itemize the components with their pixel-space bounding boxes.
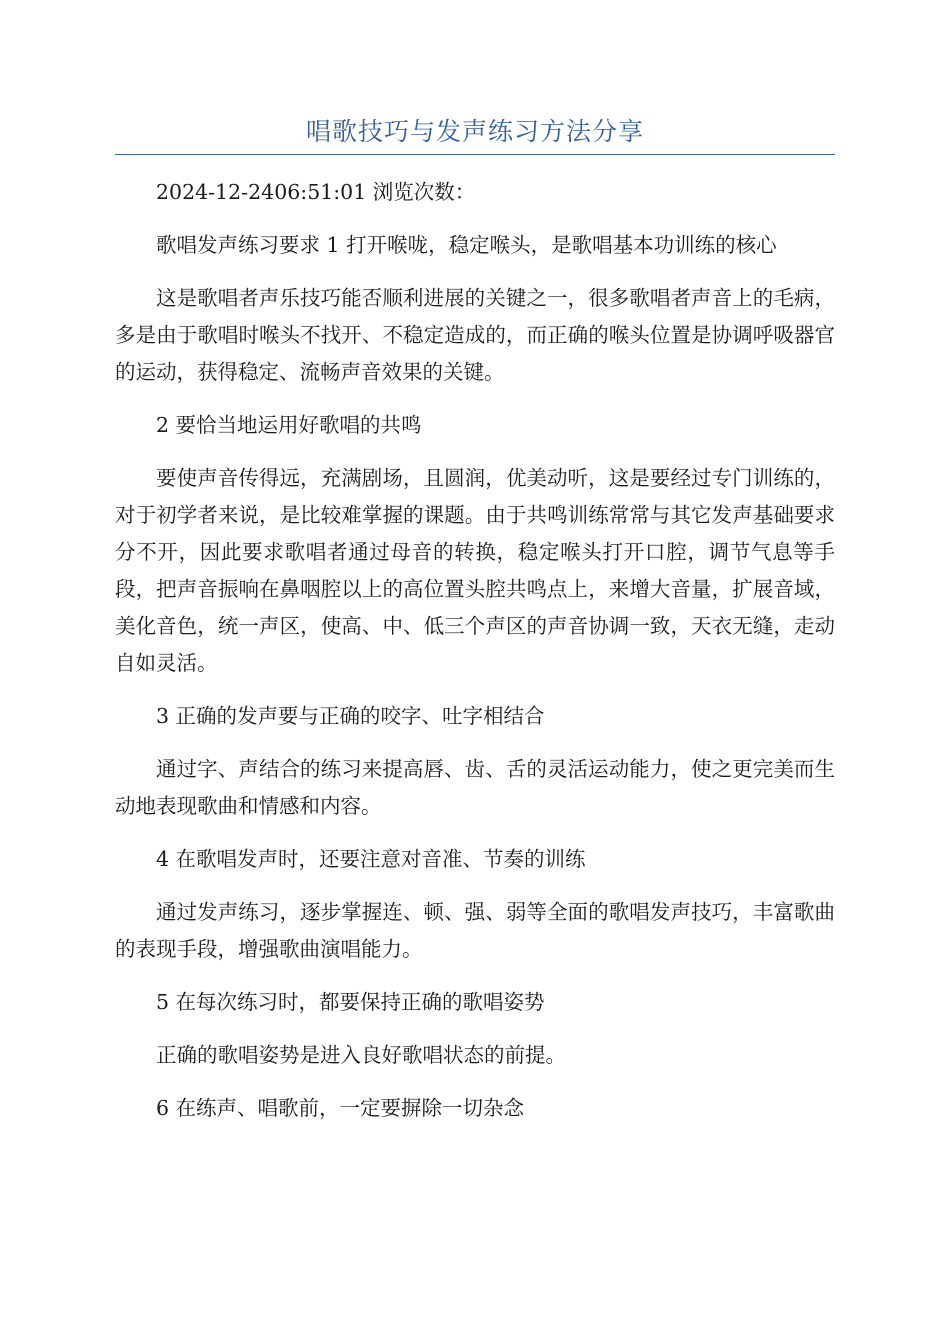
paragraph: 正确的歌唱姿势是进入良好歌唱状态的前提。 (156, 1043, 566, 1067)
paragraph: 歌唱发声练习要求 1 打开喉咙，稳定喉头，是歌唱基本功训练的核心 (156, 233, 777, 257)
paragraph: 2 要恰当地运用好歌唱的共鸣 (156, 413, 422, 437)
article-body (115, 174, 835, 1143)
title-divider (115, 154, 835, 155)
paragraph: 这是歌唱者声乐技巧能否顺利进展的关键之一，很多歌唱者声音上的毛病，多是由于歌唱时喉头不找开、不稳定造成的，而正确的喉头位置是协调呼吸器官的运动，获得稳定、流畅声音效果的关键。 (115, 286, 835, 384)
paragraph: 5 在每次练习时，都要保持正确的歌唱姿势 (156, 990, 545, 1014)
meta-line: 2024-12-2406:51:01 浏览次数： (156, 180, 476, 204)
page-title: 唱歌技巧与发声练习方法分享 (305, 117, 644, 146)
paragraph: 通过发声练习，逐步掌握连、顿、强、弱等全面的歌唱发声技巧，丰富歌曲的表现手段，增强歌曲演唱能力。 (115, 900, 835, 961)
paragraph: 4 在歌唱发声时，还要注意对音准、节奏的训练 (156, 847, 586, 871)
paragraph: 6 在练声、唱歌前，一定要摒除一切杂念 (156, 1096, 525, 1120)
paragraph: 要使声音传得远，充满剧场，且圆润，优美动听，这是要经过专门训练的，对于初学者来说，是比较难掌握的课题。由于共鸣训练常常与其它发声基础要求分不开，因此要求歌唱者通过母音的转换，稳定喉头打开口腔，调节气息等手段，把声音振响在鼻咽腔以上的高位置头腔共鸣点上，来增大音量，扩展音域，美化音色，统一声区，使高、中、低三个声区的声音协调一致，天衣无缝，走动自如灵活。 (115, 466, 835, 675)
paragraph: 3 正确的发声要与正确的咬字、吐字相结合 (156, 704, 545, 728)
paragraph: 通过字、声结合的练习来提高唇、齿、舌的灵活运动能力，使之更完美而生动地表现歌曲和情感和内容。 (115, 757, 835, 818)
